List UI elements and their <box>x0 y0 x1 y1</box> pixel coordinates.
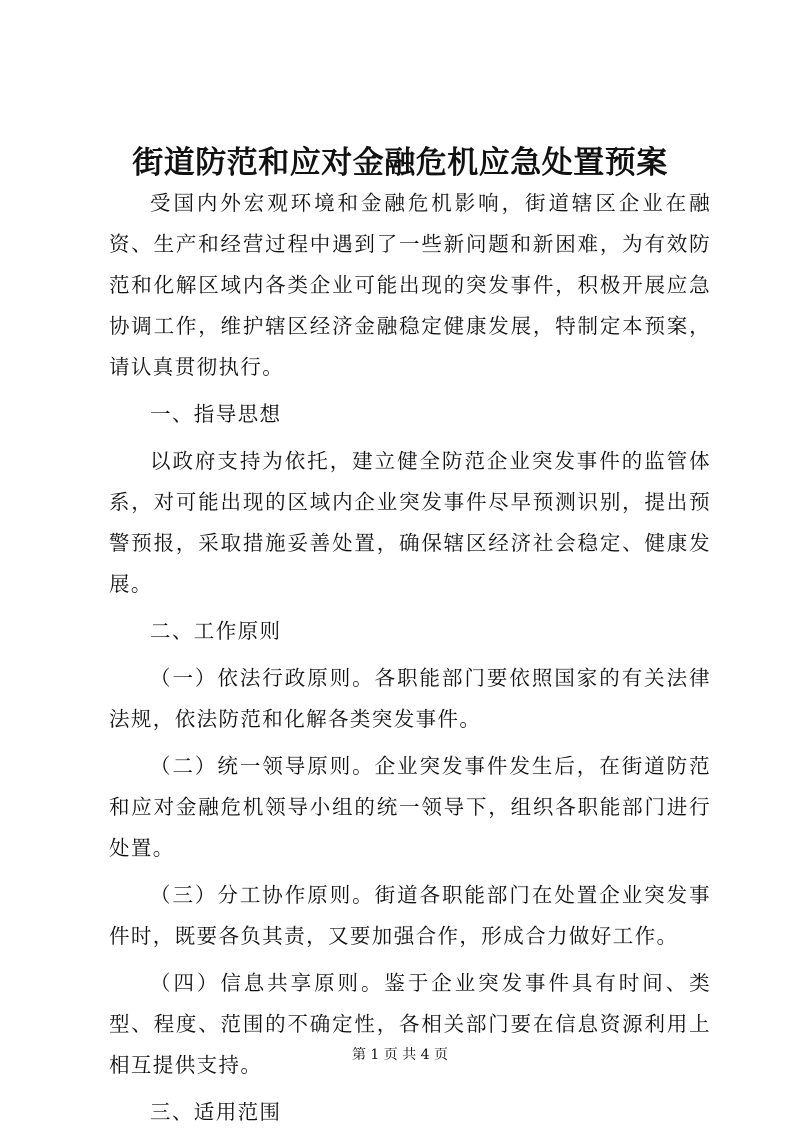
principle-paragraph-4: （四）信息共享原则。鉴于企业突发事件具有时间、类型、程度、范围的不确定性，各相关部门要在信息资源利用上相互提供支持。 <box>109 971 711 1077</box>
intro-paragraph: 受国内外宏观环境和金融危机影响，街道辖区企业在融资、生产和经营过程中遇到了一些新问题和新困难，为有效防范和化解区域内各类企业可能出现的突发事件，积极开展应急协调工作，维护辖区经济金融稳定健康发展，特制定本预案，请认真贯彻执行。 <box>109 191 711 379</box>
principle-paragraph-3: （三）分工协作原则。街道各职能部门在处置企业突发事件时，既要各负其责，又要加强合作，形成合力做好工作。 <box>109 883 711 948</box>
principle-paragraph-1: （一）依法行政原则。各职能部门要依照国家的有关法律法规，依法防范和化解各类突发事件。 <box>109 666 711 731</box>
page-number: 第 1 页 共 4 页 <box>351 1047 449 1063</box>
document-title: 街道防范和应对金融危机应急处置预案 <box>132 145 668 181</box>
section-heading-guiding-ideology: 一、指导思想 <box>150 402 282 426</box>
section-heading-work-principles: 二、工作原则 <box>150 619 282 643</box>
principle-paragraph-2: （二）统一领导原则。企业突发事件发生后，在街道防范和应对金融危机领导小组的统一领导下，组织各职能部门进行处置。 <box>109 754 711 860</box>
section-heading-scope: 三、适用范围 <box>150 1100 282 1124</box>
document-body <box>109 183 711 1139</box>
guiding-ideology-paragraph: 以政府支持为依托，建立健全防范企业突发事件的监管体系，对可能出现的区域内企业突发事件尽早预测识别，提出预警预报，采取措施妥善处置，确保辖区经济社会稳定、健康发展。 <box>109 449 711 596</box>
